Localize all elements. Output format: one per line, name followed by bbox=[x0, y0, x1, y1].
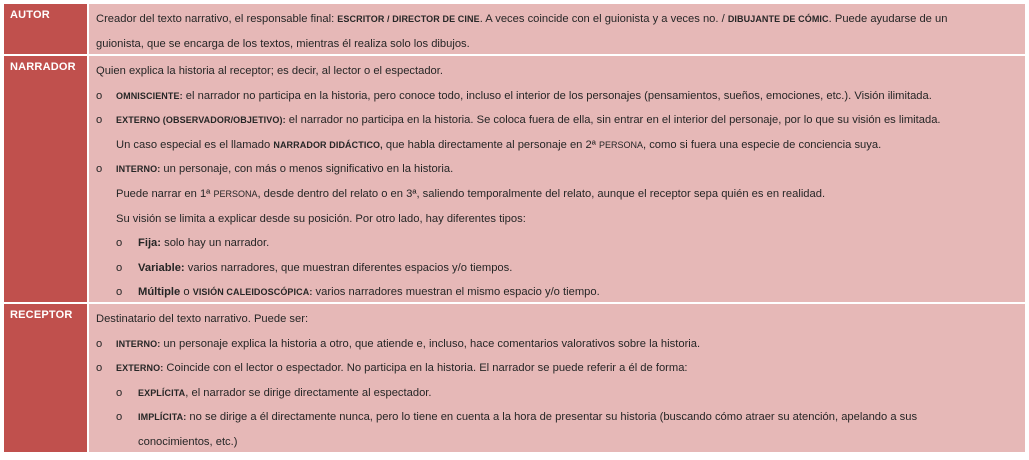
bullet-icon: o bbox=[96, 89, 103, 102]
row-body-autor bbox=[89, 4, 1025, 54]
list-item-variable: o Variable: varios narradores, que muestran diferentes espacios y/o tiempos. bbox=[96, 256, 1025, 281]
narrative-elements-table bbox=[4, 4, 1025, 454]
text-line: conocimientos, etc.) bbox=[138, 435, 238, 448]
list-item-externo: o EXTERNO (OBSERVADOR/OBJETIVO): el narrador no participa en la historia. Se coloca fuera de ella, sin entrar en el interior del personaje, por lo que su visión es limitada. bbox=[96, 108, 1025, 133]
bullet-icon: o bbox=[116, 386, 123, 399]
list-item-implicita: o IMPLÍCITA: no se dirige a él directamente nunca, pero lo tiene en cuenta a la hora de presentar su historia (buscando cómo atraer su atención, apelando a sus bbox=[96, 405, 1025, 430]
list-item-fija: o Fija: solo hay un narrador. bbox=[96, 231, 1025, 256]
list-item-explicita: o EXPLÍCITA, el narrador se dirige directamente al espectador. bbox=[96, 381, 1025, 406]
row-receptor bbox=[4, 304, 1025, 454]
row-body-receptor bbox=[89, 304, 1025, 452]
text-line: guionista, que se encarga de los textos, mientras él realiza solo los dibujos. bbox=[96, 37, 470, 50]
bullet-icon: o bbox=[116, 286, 123, 299]
row-header-autor: AUTOR bbox=[4, 4, 87, 54]
text-line: Quien explica la historia al receptor; es decir, al lector o el espectador. bbox=[96, 65, 443, 77]
row-narrador bbox=[4, 56, 1025, 304]
bullet-icon: o bbox=[96, 362, 103, 375]
row-header-narrador: NARRADOR bbox=[4, 56, 87, 302]
text-line: Su visión se limita a explicar desde su posición. Por otro lado, hay diferentes tipos: bbox=[116, 212, 526, 225]
text-line: Creador del texto narrativo, el responsable final: ESCRITOR / DIRECTOR DE CINE. A veces coincide con el guionista y a veces no. / DIBUJANTE DE CÓMIC. Puede ayudarse de un bbox=[96, 13, 948, 25]
list-item-interno: o INTERNO: un personaje, con más o menos significativo en la historia. bbox=[96, 157, 1025, 182]
row-autor bbox=[4, 4, 1025, 56]
bullet-icon: o bbox=[96, 114, 103, 127]
bullet-icon: o bbox=[116, 261, 123, 274]
list-item-multiple: o Múltiple o VISIÓN CALEIDOSCÓPICA: varios narradores muestran el mismo espacio y/o tiempo. bbox=[96, 280, 1025, 305]
list-item-omnisciente: o OMNISCIENTE: el narrador no participa en la historia, pero conoce todo, incluso el interior de los personajes (pensamientos, sueños, emociones, etc.). Visión ilimitada. bbox=[96, 84, 1025, 109]
row-header-receptor: RECEPTOR bbox=[4, 304, 87, 452]
bullet-icon: o bbox=[116, 237, 123, 250]
bullet-icon: o bbox=[96, 163, 103, 176]
list-item-interno: o INTERNO: un personaje explica la historia a otro, que atiende e, incluso, hace comentarios valorativos sobre la historia. bbox=[96, 332, 1025, 357]
bullet-icon: o bbox=[96, 337, 103, 350]
text-line: Puede narrar en 1ª PERSONA, desde dentro del relato o en 3ª, saliendo temporalmente del relato, aunque el receptor sepa quién es en realidad. bbox=[116, 187, 826, 200]
text-line: Un caso especial es el llamado NARRADOR DIDÁCTICO, que habla directamente al personaje en 2ª PERSONA, como si fuera una especie de conciencia suya. bbox=[116, 138, 882, 151]
text-line: Destinatario del texto narrativo. Puede ser: bbox=[96, 313, 309, 325]
bullet-icon: o bbox=[116, 411, 123, 424]
row-body-narrador bbox=[89, 56, 1025, 302]
list-item-externo: o EXTERNO: Coincide con el lector o espectador. No participa en la historia. El narrador se puede referir a él de forma: bbox=[96, 356, 1025, 381]
